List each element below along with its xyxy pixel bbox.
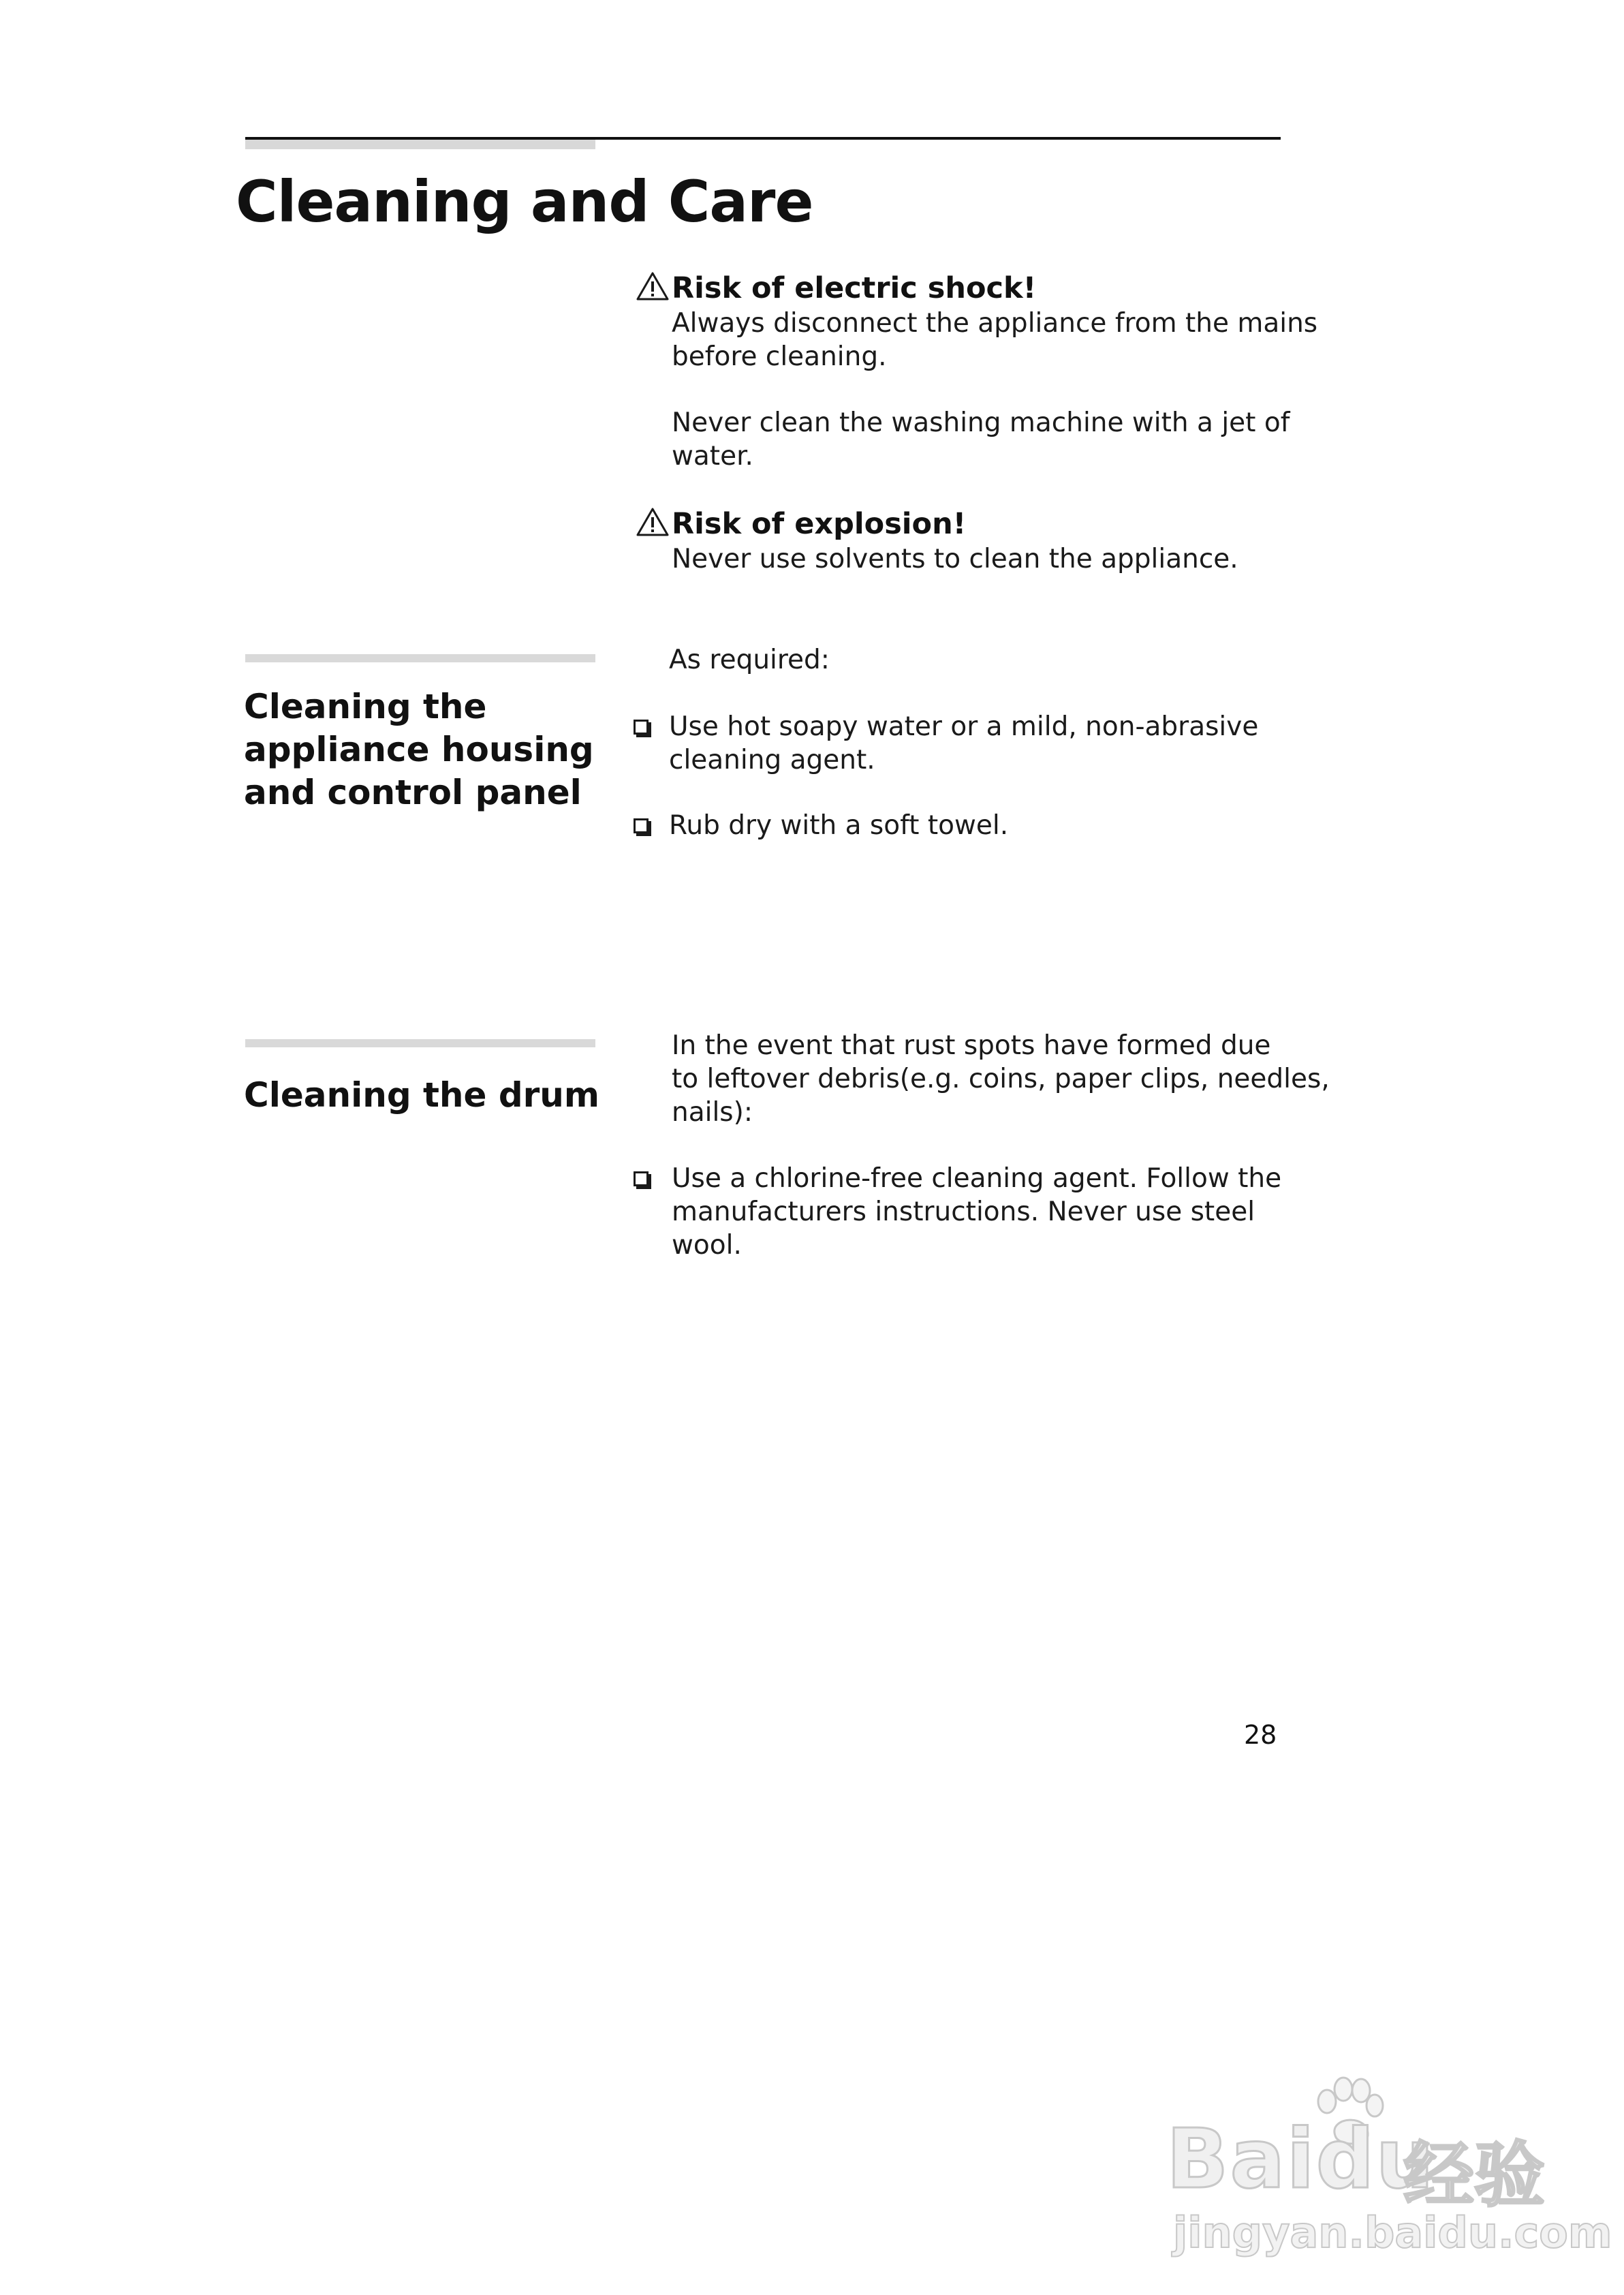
list-item: Rub dry with a soft towel.	[669, 810, 1009, 841]
warning-heading-explosion: Risk of explosion!	[672, 507, 967, 541]
warning-triangle-icon	[636, 271, 669, 301]
list-item: Use hot soapy water or a mild, non-abrasive	[669, 711, 1259, 742]
list-item: wool.	[672, 1230, 742, 1261]
list-item: Use a chlorine-free cleaning agent. Follow the	[672, 1163, 1282, 1194]
warning-text-line: water.	[672, 441, 753, 472]
section-heading-housing: appliance housing	[244, 730, 594, 769]
watermark-chinese: 经验	[1403, 2134, 1546, 2217]
section-intro: nails):	[672, 1097, 753, 1128]
section-intro: In the event that rust spots have formed due	[672, 1030, 1271, 1061]
watermark-brand: Baidu	[1166, 2112, 1435, 2207]
list-item: cleaning agent.	[669, 745, 875, 775]
warning-text-line: Never use solvents to clean the appliance.	[672, 544, 1238, 574]
warning-text-line: before cleaning.	[672, 341, 887, 372]
section-intro: to leftover debris(e.g. coins, paper clips, needles,	[672, 1064, 1330, 1094]
page-number: 28	[1244, 1720, 1277, 1750]
warning-heading-electric-shock: Risk of electric shock!	[672, 271, 1037, 305]
section-heading-housing: Cleaning the	[244, 687, 487, 726]
checkbox-bullet-icon	[634, 1171, 649, 1186]
checkbox-bullet-icon	[634, 818, 649, 833]
checkbox-bullet-icon	[634, 720, 649, 735]
watermark-url: jingyan.baidu.com	[1173, 2208, 1612, 2258]
warning-triangle-icon	[636, 507, 669, 537]
section-heading-drum: Cleaning the drum	[244, 1075, 599, 1115]
warning-text-line: Never clean the washing machine with a jet of	[672, 407, 1290, 438]
page-title: Cleaning and Care	[236, 168, 813, 235]
header-accent-bar	[245, 140, 595, 149]
section-divider	[245, 654, 595, 662]
list-item: manufacturers instructions. Never use steel	[672, 1197, 1255, 1227]
section-intro: As required:	[669, 645, 830, 675]
section-heading-housing: and control panel	[244, 773, 582, 812]
warning-text-line: Always disconnect the appliance from the mains	[672, 308, 1318, 339]
section-divider	[245, 1039, 595, 1047]
